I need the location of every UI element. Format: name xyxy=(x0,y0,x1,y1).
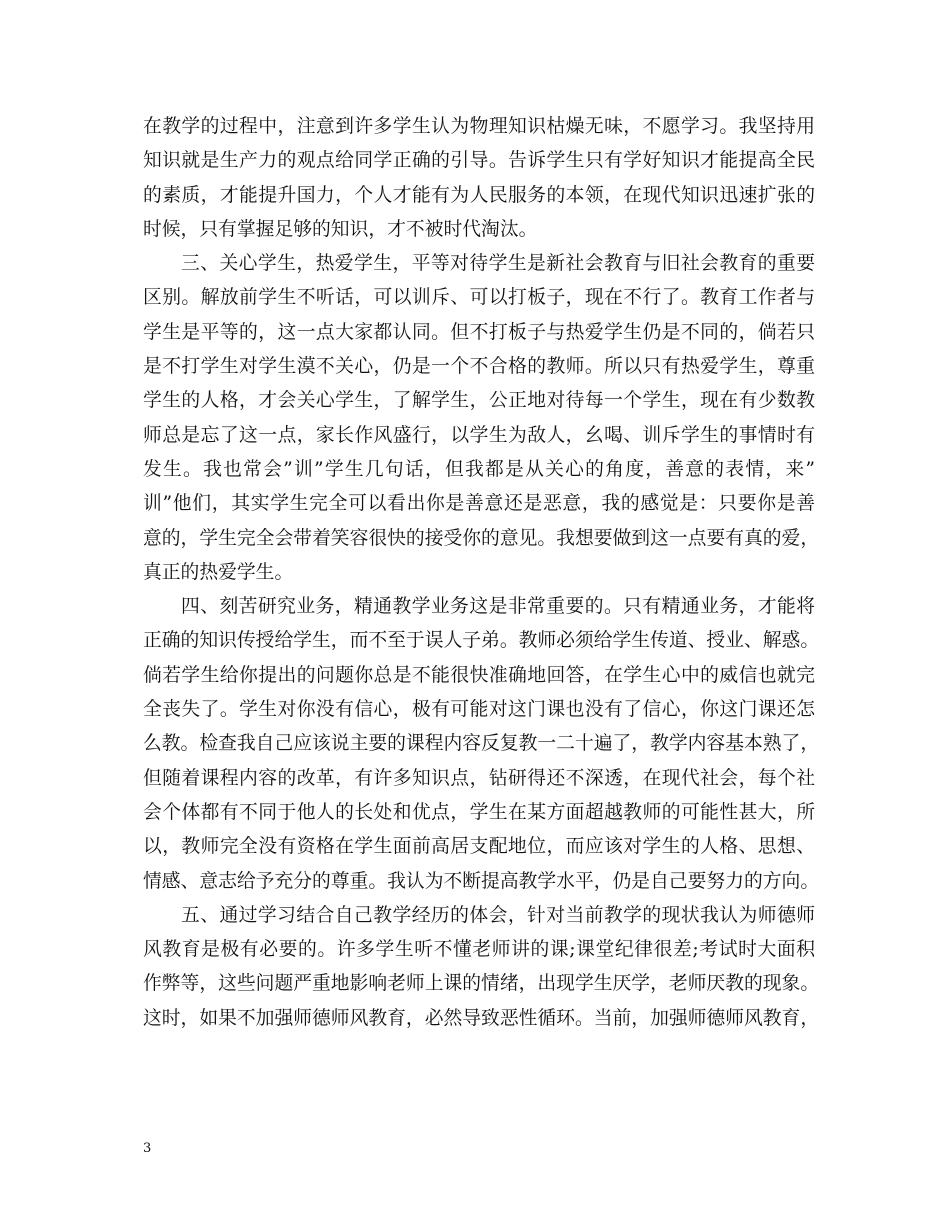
text-line: 区别。解放前学生不听话，可以训斥、可以打板子，现在不行了。教育工作者与 xyxy=(143,287,815,309)
text-line: 的素质，才能提升国力，个人才能有为人民服务的本领，在现代知识迅速扩张的 xyxy=(143,184,815,206)
text-line: 但随着课程内容的改革，有许多知识点，钻研得还不深透，在现代社会，每个社 xyxy=(143,767,815,789)
paragraph-first-line: 五、通过学习结合自己教学经历的体会，针对当前教学的现状我认为师德师 xyxy=(181,904,815,926)
text-line: 知识就是生产力的观点给同学正确的引导。告诉学生只有学好知识才能提高全民 xyxy=(143,150,815,172)
text-line: 倘若学生给你提出的问题你总是不能很快准确地回答，在学生心中的威信也就完 xyxy=(143,664,815,686)
page-number: 3 xyxy=(143,1141,152,1156)
paragraph-first-line: 四、刻苦研究业务，精通教学业务这是非常重要的。只有精通业务，才能将 xyxy=(181,596,815,618)
text-line: 以，教师完全没有资格在学生面前高居支配地位，而应该对学生的人格、思想、 xyxy=(143,836,815,858)
text-line: 情感、意志给予充分的尊重。我认为不断提高教学水平，仍是自己要努力的方向。 xyxy=(143,870,820,892)
text-line: 意的，学生完全会带着笑容很快的接受你的意见。我想要做到这一点要有真的爱， xyxy=(143,527,820,549)
text-line: 么教。检查我自己应该说主要的课程内容反复教一二十遍了，教学内容基本熟了， xyxy=(143,733,820,755)
text-line: 是不打学生对学生漠不关心，仍是一个不合格的教师。所以只有热爱学生，尊重 xyxy=(143,356,815,378)
text-line: 训”他们，其实学生完全可以看出你是善意还是恶意，我的感觉是：只要你是善 xyxy=(143,493,815,515)
text-line: 师总是忘了这一点，家长作风盛行，以学生为敌人，幺喝、训斥学生的事情时有 xyxy=(143,424,815,446)
text-line: 作弊等，这些问题严重地影响老师上课的情绪，出现学生厌学，老师厌教的现象。 xyxy=(143,973,820,995)
text-line: 这时，如果不加强师德师风教育，必然导致恶性循环。当前，加强师德师风教育， xyxy=(143,1007,820,1029)
text-line: 会个体都有不同于他人的长处和优点，学生在某方面超越教师的可能性甚大，所 xyxy=(143,801,815,823)
text-line: 学生是平等的，这一点大家都认同。但不打板子与热爱学生仍是不同的，倘若只 xyxy=(143,321,815,343)
text-line: 全丧失了。学生对你没有信心，极有可能对这门课也没有了信心，你这门课还怎 xyxy=(143,699,815,721)
text-line: 正确的知识传授给学生，而不至于误人子弟。教师必须给学生传道、授业、解惑。 xyxy=(143,630,820,652)
text-line: 真正的热爱学生。 xyxy=(143,561,294,583)
text-line: 风教育是极有必要的。许多学生听不懂老师讲的课;课堂纪律很差;考试时大面积 xyxy=(143,939,815,961)
text-line: 在教学的过程中，注意到许多学生认为物理知识枯燥无味，不愿学习。我坚持用 xyxy=(143,116,815,137)
text-line: 时候，只有掌握足够的知识，才不被时代淘汰。 xyxy=(143,218,538,240)
paragraph-first-line: 三、关心学生，热爱学生，平等对待学生是新社会教育与旧社会教育的重要 xyxy=(181,253,815,275)
text-line: 学生的人格，才会关心学生，了解学生，公正地对待每一个学生，现在有少数教 xyxy=(143,390,815,412)
body-text xyxy=(143,110,820,1036)
text-line: 发生。我也常会”训”学生几句话，但我都是从关心的角度，善意的表情，来” xyxy=(143,458,815,480)
